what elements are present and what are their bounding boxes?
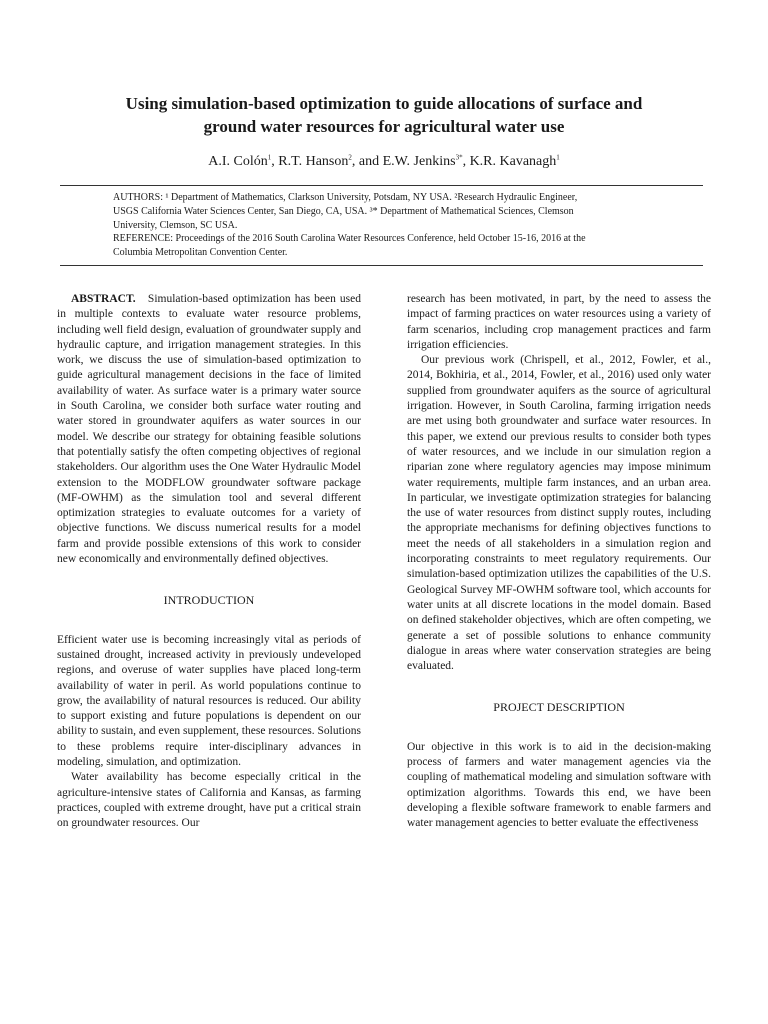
title-line-1: Using simulation-based optimization to guide allocations of surface and (125, 94, 643, 113)
intro-paragraph-2: Water availability has become especially critical in the agriculture-intensive states of California and Kansas, as farming practices, coupled with extreme drought, have put a critical strain on groundwater resources. Our (57, 771, 361, 830)
paper-title (60, 92, 708, 138)
abstract-paragraph (57, 292, 361, 567)
affiliations-block (113, 191, 658, 260)
reference-line: Columbia Metropolitan Convention Center. (113, 247, 288, 259)
header-divider-top (60, 185, 703, 186)
author-name: R.T. Hanson (278, 154, 349, 169)
project-description-heading: PROJECT DESCRIPTION (493, 700, 625, 715)
reference-line: REFERENCE: Proceedings of the 2016 South Carolina Water Resources Conference, held October 15-16, 2016 at the (113, 233, 586, 245)
body-paragraph-3: Our objective in this work is to aid in the decision-making process of farmers and water management agencies via the coupling of mathematical modeling and simulation software with optimization algorithms. Towards this end, we have been developing a flexible software framework to enable farmers and water management agencies to better evaluate the effectiveness (407, 740, 711, 830)
affiliation-line: AUTHORS: ¹ Department of Mathematics, Clarkson University, Potsdam, NY USA. ²Research Hydraulic Engineer, (113, 192, 578, 203)
header-divider-bottom (60, 265, 703, 266)
affiliation-line: University, Clemson, SC USA. (113, 219, 238, 231)
author-name: E.W. Jenkins (382, 154, 456, 169)
affiliation-line: USGS California Water Sciences Center, San Diego, CA, USA. ³* Department of Mathematical Sciences, Clemson (113, 205, 574, 217)
author-list: A.I. Colón$^1$, R.T. Hanson$^2$, and E.W. Jenkins$^{3*}$, K.R. Kavanagh$^1$ (208, 153, 560, 169)
author-superscript: 3* (455, 153, 463, 162)
right-column (407, 292, 711, 832)
intro-paragraph-1: Efficient water use is becoming increasingly vital as periods of sustained drought, increased activity in previously undeveloped regions, and overuse of water supplies have placed long-term availability of water in peril. As world populations continue to grow, the availability of natural resources is reduced. Our ability to support existing and future populations is dependent on our ability to sustain, and even supplement, these resources. Solutions to these problems require inter-disciplinary advances in modeling, simulation, and optimization. (57, 633, 361, 769)
body-paragraph-1: research has been motivated, in part, by the need to assess the impact of farming practices on water resources using a variety of farm scenarios, including crop management practices and farm irrigation efficiencies. (407, 293, 711, 351)
abstract-text: Simulation-based optimization has been used in multiple contexts to evaluate water resource problems, including well field design, evaluation of groundwater supply and hydraulic capture, and irrigation management strategies. In this work, we discuss the use of simulation-based optimization to guide agricultural management decisions in the face of limited availability of water. As surface water is a primary water source in South Carolina, we consider both surface water routing and water stored in groundwater aquifers as water sources in our model. We describe our strategy for obtaining feasible solutions that potentially satisfy the often competing objectives of regional stakeholders. Our algorithm uses the One Water Hydraulic Model extension to the MODFLOW groundwater software package (MF-OWHM) as the simulation tool and several different optimization strategies to evaluate outcomes for a variety of objective functions. We discuss numerical results for a model farm and provide possible extensions of this work to consider new economically and environmentally defined objectives. (57, 293, 361, 566)
title-line-2: ground water resources for agricultural water use (203, 117, 565, 136)
abstract-heading: ABSTRACT. (71, 293, 136, 305)
introduction-heading: INTRODUCTION (163, 593, 255, 608)
author-name: K.R. Kavanagh (469, 154, 557, 169)
author-superscript: 2 (348, 153, 352, 162)
left-column (57, 292, 361, 832)
author-name: A.I. Colón (208, 154, 268, 169)
body-paragraph-2: Our previous work (Chrispell, et al., 2012, Fowler, et al., 2014, Bokhiria, et al., 2014, Fowler, et al., 2016) used only water supplied from groundwater aquifers as the source of agricultural irrigation. However, in South Carolina, farming irrigation needs are met using both groundwater and surface water resources. In this paper, we extend our previous results to consider both types of water resources, and we include in our simulation region a riparian zone where regulatory agencies may impose minimum water requirements, multiple farm instances, and an urban area. In particular, we investigate optimization strategies for balancing the use of water resources from distinct supply routes, including the appropriate mechanisms for defining objectives functions to meet the needs of all stakeholders in a simulation region and incorporating constraints to meet regulatory requirements. Our simulation-based optimization utilizes the capabilities of the U.S. Geological Survey MF-OWHM software tool, which accounts for water units at all discrete locations in the model domain. Based on defined stakeholder objectives, which are often competing, we generate a set of possible solutions to enhance community dialogue in areas where water conservation strategies are being evaluated. (407, 354, 711, 673)
author-superscript: 1 (556, 153, 560, 162)
author-superscript: 1 (267, 153, 272, 162)
